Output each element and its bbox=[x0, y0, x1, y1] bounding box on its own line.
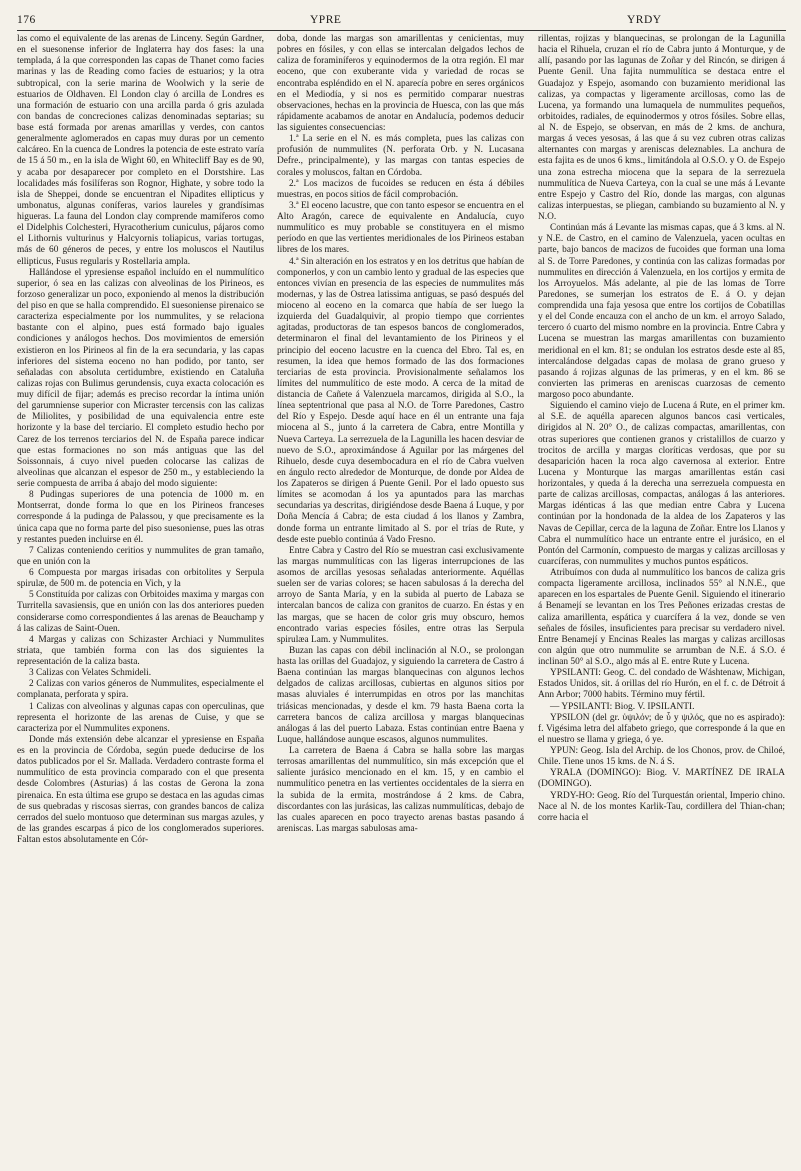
paragraph: 1 Calizas con alveolinas y algunas capas con operculinas, que representa el horizonte de las arenas de Cuise, y que se caracteriza por el Nummulites exponens. bbox=[17, 701, 264, 734]
paragraph: 4.ª Sin alteración en los estratos y en los detritus que habían de componerlos, y con un cambio lento y gradual de las especies que entonces vivían en presencia de las especies de nummulites más modernas, y las de Ostrea latissima antiguas, se pasó después del mioceno al eoceno en la comarca que había de ser luego la izquierda del Guadalquivir, al propio tiempo que corrientes agitadas, productoras de tan espesos bancos de conglomerados, determinaron el final del levantamiento de los Pirineos y el principio del eoceno lacustre en la cuenca del Ebro. Tal es, en resumen, la idea que hemos formado de las dos formaciones terciarias de esta provincia. Provisionalmente señalamos los límites del nummulítico de este modo. A cerca de la mitad de distancia de Cañete á Valenzuela marcamos, dirigida al S.O., la línea septentrional que pasa al N.O. de Torre Paredones, Castro del Río y Espejo. Desde aquí hace en él un entrante una faja miocena al S., junto á la carretera de Cabra, entre Montilla y Nueva Carteya. La serrezuela de la Lagunilla les hacen desviar de nuevo de S.O., aproximándose á Aguilar por las márgenes del Rihuelo, desde cuya desembocadura en el río de Cabra vuelven en ángulo recto alrededor de Monturque, de donde por Aldea de los Zapateros se dirigen á Puente Genil. Por el lado opuesto sus límites se acomodan á los ya apuntados para las marchas secundarias ya descritas, dirigiéndose desde Baena á Luque, y por Doña Mencía á Cabra; de esta ciudad á los llanos y Zambra, donde forma un entrante limitado al S. por el trías de Rute, y desde este pueblo continúa á Vado Fresno. bbox=[277, 256, 524, 545]
paragraph: rillentas, rojizas y blanquecinas, se prolongan de la Lagunilla hacia el Rihuela, cruzan el río de Cabra junto á Monturque, y de allí, pasando por las lagunas de Zoñar y del Rincón, se dirigen á Puente Genil. Una fajita nummulítica se destaca entre el Guadajoz y Espejo, asomando con buzamiento meridional las calizas, ya compactas y ligeramente arcillosas, como las de Lucena, ya formando una lumaquela de nummulites pequeños, orbitoides, radiales, de equinodermos y otros fósiles. Sobre ellas, al N. de Espejo, se observan, en más de 2 kms. de anchura, margas á veces yesosas, á las que á su vez cubren otras calizas alternantes con margas y areniscas deleznables. La anchura de esta fajita es de unos 6 kms., limitándola al O.S.O. y O. de Espejo una zona estrecha miocena que la separa de la serrezuela nummulítica de Nueva Carteya, con la cual se une más á Levante entre Espejo y Castro del Río, donde las margas, con algunas calizas interpuestas, se pliegan, cambiando su buzamiento al N. y N.O. bbox=[538, 34, 785, 222]
paragraph: Hallándose el ypresiense español incluído en el nummulítico superior, ó sea en las calizas con alveolinas de los Pirineos, es forzoso generalizar un poco, exponiendo al menos la distribución del piso en que se halla comprendido. El suesoniense pirenaico se caracteriza especialmente por los nummulites, y se relaciona bastante con el alpino, pues está formado bajo iguales condiciones y análogos hechos. Dos movimientos de emersión existieron en los Pirineos al fin de la era secundaria, y las capas inferiores del sistema eoceno no han podido, por tanto, ser señaladas con absoluta certidumbre, existiendo en Cataluña calizas rojas con Bulimus gerundensis, cuya exacta colocación es muy difícil de fijar; además es preciso recordar la íntima unión del garumniense superior con Micraster tercensis con las calizas de Miliolites, y posibilidad de una equivalencia entre este horizonte y la base del terciario. El completo estudio hecho por Carez de los terrenos terciarios del N. de España parece indicar que estas formaciones no son más antiguas que las del Soissonnais, á cuyo nivel pueden colocarse las calizas de alveolinas que alcanzan el espesor de 250 m., y estableciendo la serie compuesta de arriba á abajo del modo siguiente: bbox=[17, 267, 264, 489]
paragraph: 4 Margas y calizas con Schizaster Archiaci y Nummulites striata, que también forma con las dos siguientes la representación de la caliza basta. bbox=[17, 634, 264, 667]
paragraph: YRDY-HO: Geog. Río del Turquestán oriental, Imperio chino. Nace al N. de los montes Karlik-Tau, cordillera del Thian-chan; corre hacia el bbox=[538, 790, 785, 823]
text-column-3 bbox=[538, 34, 785, 824]
paragraph: Atribuímos con duda al nummulítico los bancos de caliza gris compacta ligeramente arcillosa, inclinados 55° al N.N.E., que aparecen en los espartales de Puente Genil. Siguiendo el itinerario á Benamejí se levantan en los Tres Peñones erizadas crestas de caliza amarillenta, espática y cuarcífera á la vez, donde se ven señales de fósiles, insuficientes para precisar su verdadero nivel. Entre Benamejí y Encinas Reales las margas y calizas arcillosas con algún que otro nummulite se arrumban de N.E. á S.O. é inclinan 50° al S.O., algo más al E. entre Rute y Lucena. bbox=[538, 568, 786, 667]
paragraph: las como el equivalente de las arenas de Linceny. Según Gardner, en el suesonense inferior de Inglaterra hay dos fases: la una templada, á la que corresponden las capas de Thanet como facies marinas y las de Reading como facies de estuarios; y la otra subtropical, con la serie marina de Woolwich y la serie de estuarios de Oldhaven. El London clay ó arcilla de Londres es una formación de estuario con una arcilla parda ó gris azulada con bandas de concreciones calizas denominadas septarias; su base está formada por arenas amarillas y verdes, con cantos generalmente aglomerados en capas muy duras por un cemento calcáreo. En la cuenca de Londres la potencia de este estrato varía de 15 á 50 m., en la isla de Wight 60, en Whitecliff Bay es de 90, y acaba por desaparecer por completo en el Dorstshire. Las localidades más fosilíferas son Rognor, Highate, y sobre todo la isla de Sheppei, donde se encuentran el Nipadites ellipticus y umbonatus, algunas coníferas, varios laureles y grandísimas higueras. La fauna del London clay comprende mamíferos como el Didelphis Colchesteri, Hyracotherium cuniculus, pájaros como el Lithornis vulturinus y Halcyornis toliapicus, varias tortugas, más de 60 géneros de peces, y entre los moluscos el Nautilus ellipticus, Fusus regularis y Rostellaria ampla. bbox=[17, 34, 264, 267]
paragraph: — YPSILANTI: Biog. V. IPSILANTI. bbox=[550, 701, 695, 712]
paragraph: 1.ª La serie en el N. es más completa, pues las calizas con profusión de nummulites (N. perforata Orb. y N. Lucasana Defre., principalmente), y las margas con tantas especies de corales y moluscos, faltan en Córdoba. bbox=[277, 134, 524, 178]
paragraph: doba, donde las margas son amarillentas y cenicientas, muy pobres en fósiles, y con ellas se intercalan delgados lechos de caliza de foraminíferos y equinodermos de la otra región. El mar eoceno, que con exuberante vida y variedad de rocas se encontraba espléndido en el N. aparecía pobre en seres orgánicos en el Mediodía, y si nos es permitido comparar nuestras observaciones, hechas en la provincia de Huesca, con las que más rápidamente acabamos de anotar en Andalucía, podemos deducir las siguientes consecuencias: bbox=[277, 34, 524, 133]
paragraph: La carretera de Baena á Cabra se halla sobre las margas terrosas amarillentas del nummulítico, sin más excepción que el saliente jurásico mencionado en el km. 15, y en cambio el nummulítico penetra en las vertientes occidentales de la sierra en la subida de la ermita, mostrándose á 2 kms. de Cabra, discordantes con las jurásicas, las calizas nummulíticas, debajo de las cuales aparecen en poco trayecto arenas bastas pasando á areniscas. Las margas sabulosas ama- bbox=[277, 746, 525, 834]
text-column-1 bbox=[17, 34, 264, 846]
running-head-center: YPRE bbox=[310, 14, 342, 26]
paragraph: 2.ª Los macizos de fucoides se reducen en ésta á débiles muestras, en pocos sitios de fácil comprobación. bbox=[277, 178, 524, 200]
paragraph: 5 Constituída por calizas con Orbitoides maxima y margas con Turritella savasiensis, que en unión con las dos anteriores pueden considerarse como correspondientes á las arenas de Beauchamp y á las calizas de Saint-Ouen. bbox=[17, 590, 264, 634]
paragraph: Buzan las capas con débil inclinación al N.O., se prolongan hasta las orillas del Guadajoz, y siguiendo la carretera de Castro á Baena continúan las margas blanquecinas con algunos lechos delgados de calizas arcillosas, cubiertas en algunos sitios por masas aluviales é interrumpidas en otros por las manchitas triásicas mencionadas, y desde el km. 79 hasta Baena corta la carretera bancos de caliza arcillosa y margas blanquecinas análogas á las del puerto Labaza. Estas continúan entre Baena y Luque, hallándose aunque escasos, algunos nummulites. bbox=[277, 645, 524, 745]
paragraph: YPSILANTI: Geog. C. del condado de Wáshtenaw, Michigan, Estados Unidos, sit. á orillas del río Hurón, en el f. c. de Détroit á Ann Arbor; 7000 habits. Término muy fértil. bbox=[538, 668, 785, 701]
header-rule bbox=[17, 30, 786, 31]
paragraph: Siguiendo el camino viejo de Lucena á Rute, en el primer km. al S.E. de aquélla aparecen algunos bancos casi verticales, dirigidos al N. 20° O., de calizas compactas, amarillentas, con otras superiores que contienen granos y cristalillos de cuarzo y trocitos de arcilla y margas cloríticas verdosas, que por su desaparición hacen la roca algo cavernosa al exterior. Entre Lucena y Monturque las margas amarillentas están casi horizontales, y queda á la derecha una serrezuela compuesta en parte de calizas arcillosas, compactas, análogas á las anteriores. Margas idénticas á las que median entre Cabra y Lucena continúan por la hondonada de la aldea de los Zapateros y las Navas de Cepillar, cerca de la laguna de Zoñar. Entre los Llanos y Cabra el nummulítico hace un entrante entre el jurásico, en el Pontón del Carmonín, compuesto de margas y calizas arcillosas y cuarcíferas, con nummulites y muchos puntos espáticos. bbox=[538, 401, 785, 567]
paragraph: 3 Calizas con Velates Schmideli. bbox=[29, 668, 152, 679]
paragraph: Donde más extensión debe alcanzar el ypresiense en España es en la provincia de Córdoba, según puede deducirse de los datos publicados por el Sr. Mallada. Verdadero contraste forma el nummulítico de esta provincia comparado con el que presenta desde Colombres (Asturias) á las costas de Gerona la zona pirenaica. En esta última ese grupo se destaca en las agudas cimas de sus quebradas y riscosas sierras, con grandes bancos de caliza cerrados del suelo montuoso que determinan sus margas azules, y de las grandes escarpas á pico de los conglomerados superiores. Faltan estos absolutamente en Cór- bbox=[17, 734, 264, 845]
paragraph: 7 Calizas conteniendo ceritios y nummulites de gran tamaño, que en unión con la bbox=[17, 545, 264, 567]
paragraph: YRALA (DOMINGO): Biog. V. MARTÍNEZ DE IRALA (DOMINGO). bbox=[538, 768, 785, 790]
paragraph: 8 Pudingas superiores de una potencia de 1000 m. en Montserrat, donde forma lo que en los Pirineos franceses corresponde á la pudinga de Palassou, y que precisamente es la única capa que no forma parte del piso suesoniense, pues las otras y restantes pueden incluirse en él. bbox=[17, 490, 264, 545]
paragraph: 6 Compuesta por margas irisadas con orbitolites y Serpula spirulæ, de 500 m. de potencia en Vich, y la bbox=[17, 568, 264, 590]
paragraph: 3.ª El eoceno lacustre, que con tanto espesor se encuentra en el Alto Aragón, carece de equivalente en Andalucía, cuyo nummulítico es muy probable se constituyera en el mismo período en que las vertientes meridionales de los Pirineos estaban libres de los mares. bbox=[277, 200, 524, 256]
paragraph: 2 Calizas con varios géneros de Nummulites, especialmente el complanata, perforata y spira. bbox=[17, 679, 264, 701]
page-number: 176 bbox=[17, 14, 36, 26]
text-column-2 bbox=[277, 34, 524, 835]
paragraph: YPSILON (del gr. ὑψιλόν; de ὗ y ψιλός, que no es aspirado): f. Vigésima letra del alfabeto griego, que corresponde á la que en el nuestro se llama y griega, ó ye. bbox=[538, 712, 785, 745]
paragraph: Continúan más á Levante las mismas capas, que á 3 kms. al N. y N.E. de Castro, en el camino de Valenzuela, yacen ocultas en parte, bajo bancos de macizos de fucoides que forman una loma al S. de Torre Paredones, y continúa con las calizas formadas por nummulites en dirección á Valenzuela, en los cortijos y ermita de los Arroyuelos. Más adelante, al pie de las lomas de Torre Paredones, se sumerjan los estratos de E. á O. y dejan comprendida una faja yesosa que entre los cortijos de Cobatillas y el del Conde encauza con el ancho de un km. el arroyo Salado, tercero ó cuarto del mismo nombre en la provincia. Entre Cabra y Lucena se muestran las margas amarillentas con buzamiento meridional en el km. 81; se ondulan los estratos desde este al 85, intercalándose delgadas capas de molasa de grano grueso y pasando á rojizas algunas de las primeras, y en el km. 86 se convierten las primeras en areniscas cuarzosas de cemento margoso poco abundante. bbox=[538, 223, 785, 400]
running-head-right: YRDY bbox=[627, 14, 662, 26]
paragraph: Entre Cabra y Castro del Río se muestran casi exclusivamente las margas nummulíticas con las ligeras interrupciones de las asomos de arcillas yesosas señaladas anteriormente. Aquéllas suelen ser de varias colores; se hacen sabulosas á la derecha del arroyo de Santa María, y en la subida al puerto de Labaza se intercalan bancos de caliza con granitos de cuarzo. En éstas y en las margas, que se hacen de color gris muy obscuro, hemos encontrado varias especies fósiles, entre otras las Serpula spirulæa Lam. y Nummulites. bbox=[277, 545, 524, 645]
paragraph: YPUN: Geog. Isla del Archip. de los Chonos, prov. de Chiloé, Chile. Tiene unos 15 kms. de N. á S. bbox=[538, 746, 785, 768]
